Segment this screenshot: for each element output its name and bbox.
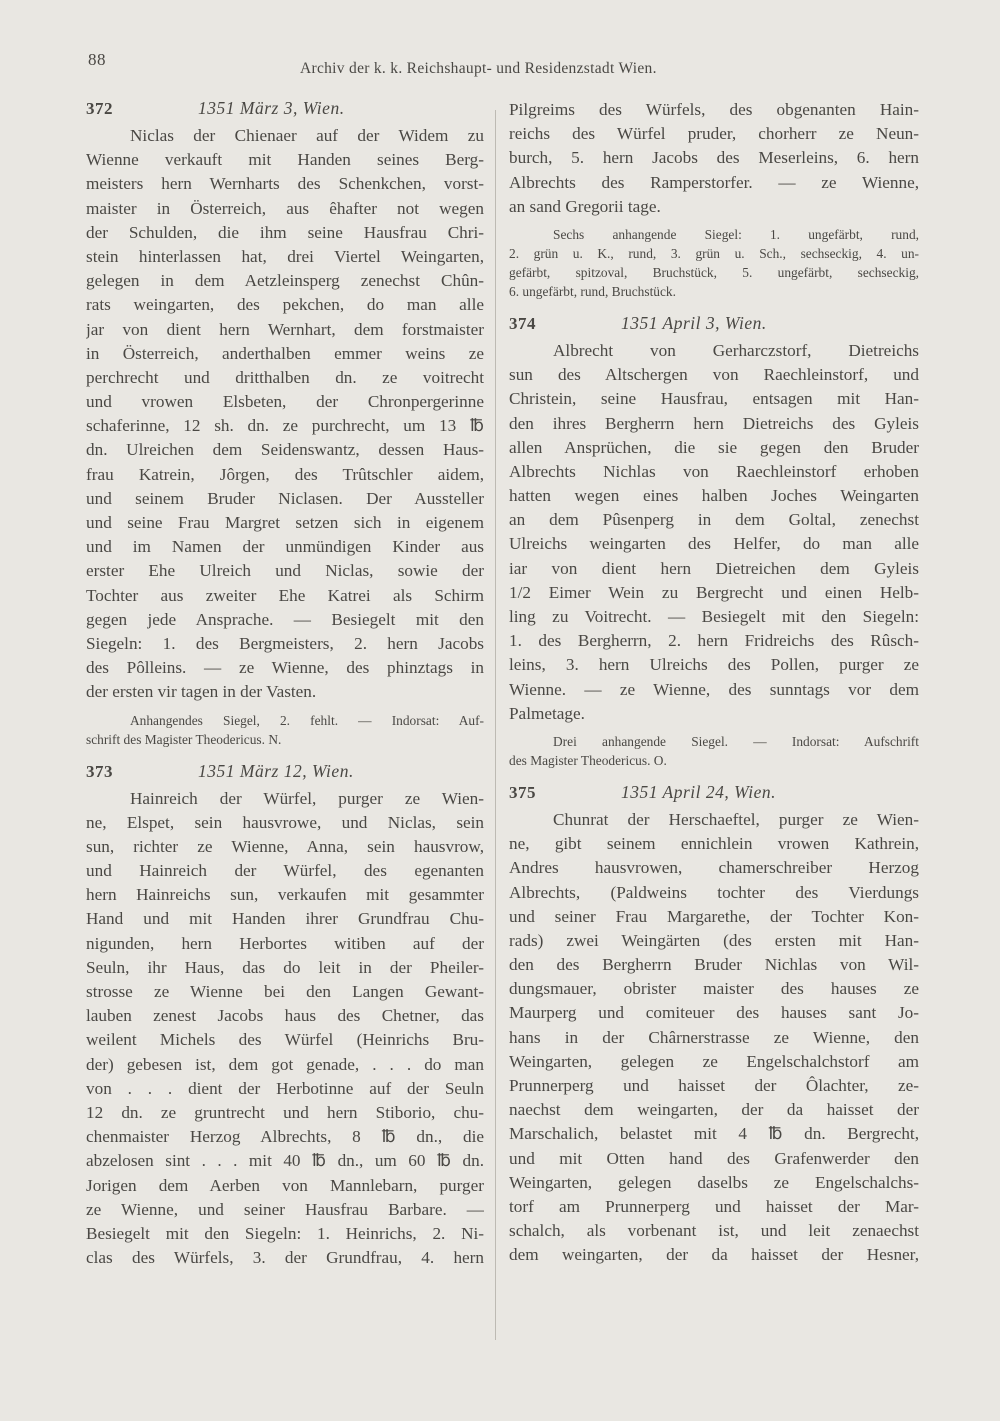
text-line: dungsmauer, obrister maister des hauses ze <box>509 979 919 999</box>
entry-heading <box>509 311 919 337</box>
note-line: Drei anhangende Siegel. — Indorsat: Aufschrift <box>553 733 919 749</box>
entry-heading <box>86 96 484 122</box>
text-line: abzelosen sint . . . mit 40 ℔ dn., um 60 ℔ dn. <box>86 1151 484 1171</box>
text-line: Wienne. — ze Wienne, des sunntags vor dem <box>509 679 919 699</box>
text-line: der ersten vir tagen in der Vasten. <box>86 682 317 702</box>
entry-number: 374 <box>509 313 536 333</box>
text-line: schaferinne, 12 sh. dn. ze purchrecht, um 13 ℔ <box>86 416 484 436</box>
text-line: und mit Otten hand des Grafenwerder den <box>509 1148 919 1168</box>
entry-number: 372 <box>86 99 113 118</box>
text-line: erster Ehe Ulreich und Niclas, sowie der <box>86 561 484 581</box>
text-line: Palmetage. <box>509 703 585 723</box>
text-line: jar von dient hern Wernhart, dem forstmaister <box>86 319 484 339</box>
text-line: naechst dem weingarten, der da haisset der <box>509 1100 919 1120</box>
text-line: 12 dn. ze gruntrecht und hern Stiborio, chu- <box>86 1102 484 1122</box>
column-divider <box>495 110 496 1340</box>
text-line: Niclas der Chienaer auf der Widem zu <box>130 126 484 145</box>
text-line: dn. Ulreichen dem Seidenswantz, dessen Haus- <box>86 440 484 460</box>
text-line: nigunden, hern Herbortes witiben auf der <box>86 933 484 953</box>
text-line: und Hainreich der Würfel, des egenanten <box>86 861 484 881</box>
text-line: rats weingarten, des pekchen, do man alle <box>86 295 484 315</box>
text-line: leins, 3. hern Ulreichs des Pollen, purger ze <box>509 655 919 675</box>
text-line: der) gebesen ist, dem got genade, . . . do man <box>86 1054 484 1074</box>
text-line: Maurperg und comiteuer des hauses sant Jo- <box>509 1003 919 1023</box>
text-line: und seinem Bruder Niclasen. Der Aussteller <box>86 488 484 508</box>
text-line: perchrecht und dritthalben dn. ze voitrecht <box>86 367 484 387</box>
seal-note <box>86 711 484 749</box>
entry-date: 1351 März 3, Wien. <box>198 98 345 118</box>
entry-number: 375 <box>509 782 536 802</box>
text-line: dem weingarten, der da haisset der Hesner, <box>509 1245 919 1265</box>
text-line: Wienne verkauft mit Handen seines Berg- <box>86 150 484 170</box>
text-line: Jorigen dem Aerben von Mannlebarn, purger <box>86 1175 484 1195</box>
note-line: 2. grün u. K., rund, 3. grün u. Sch., sechseckig, 4. un- <box>509 245 919 261</box>
text-line: gelegen in dem Aetzleinsperg zenechst Chûn- <box>86 271 484 291</box>
text-line: Besiegelt mit den Siegeln: 1. Heinrichs, 2. Ni- <box>86 1223 484 1243</box>
text-line: und seine Frau Margret setzen sich in eigenem <box>86 513 484 532</box>
text-line: burch, 5. hern Jacobs des Meserleins, 6. hern <box>509 148 919 168</box>
text-line: strosse ze Wienne bei den Langen Gewant- <box>86 982 484 1001</box>
text-line: ze Wienne, und seiner Hausfrau Barbare. — <box>86 1199 484 1219</box>
text-line: 1. des Bergherrn, 2. hern Fridreichs des Rûsch- <box>509 631 919 651</box>
text-line: Siegeln: 1. des Bergmeisters, 2. hern Jacobs <box>86 633 484 653</box>
text-line: torf am Prunnerperg und haisset der Mar- <box>509 1196 919 1216</box>
text-line: chenmaister Herzog Albrechts, 8 ℔ dn., die <box>86 1127 484 1147</box>
text-line: reichs des Würfel pruder, chorherr ze Neun- <box>509 124 919 144</box>
text-line: des Pôlleins. — ze Wienne, des phinztags in <box>86 658 484 678</box>
right-column <box>509 98 919 1268</box>
text-line: gegen jede Ansprache. — Besiegelt mit den <box>86 609 484 629</box>
text-line: Weingarten, gelegen daselbs ze Engelschalchs- <box>509 1172 919 1192</box>
text-line: meisters hern Wernharts des Schenkchen, vorst- <box>86 174 484 194</box>
text-line: Albrechts Nichlas von Raechleinstorf erhoben <box>509 461 919 481</box>
text-line: allen Ansprüchen, die sie gegen den Bruder <box>509 437 919 457</box>
text-line: Albrechts des Ramperstorfer. — ze Wienne, <box>509 172 919 192</box>
text-line: und vrowen Elsbeten, der Chronpergerinne <box>86 392 484 412</box>
note-line: Sechs anhangende Siegel: 1. ungefärbt, rund, <box>553 226 919 242</box>
page-number: 88 <box>88 50 106 69</box>
text-line: rads) zwei Weingärten (des ersten mit Han- <box>509 930 919 950</box>
text-line: Pilgreims des Würfels, des obgenanten Hain- <box>509 100 919 119</box>
text-line: Chunrat der Herschaeftel, purger ze Wien- <box>553 809 919 829</box>
text-line: Hand und mit Handen ihrer Grundfrau Chu- <box>86 909 484 929</box>
note-line: Anhangendes Siegel, 2. fehlt. — Indorsat: Auf- <box>130 712 484 728</box>
text-line: an sand Gregorii tage. <box>509 196 661 216</box>
text-line: iar von dient hern Dietreichen dem Gyleis <box>509 558 919 578</box>
text-line: Albrecht von Gerharczstorf, Dietreichs <box>553 340 919 360</box>
entry-heading <box>509 780 919 806</box>
text-line: hern Hainreichs sun, verkaufen mit gesammter <box>86 885 484 905</box>
text-line: weilent Michels des Würfel (Heinrichs Bru- <box>86 1030 484 1050</box>
text-line: Ulreichs weingarten des Helfer, do man alle <box>509 534 919 554</box>
text-line: in Österreich, anderthalben emmer weins ze <box>86 343 484 363</box>
text-line: ling zu Voitrecht. — Besiegelt mit den Siegeln: <box>509 607 919 626</box>
seal-note <box>509 225 919 301</box>
text-line: und seiner Frau Margarethe, der Tochter Kon- <box>509 906 919 926</box>
entry-date: 1351 April 3, Wien. <box>621 312 767 333</box>
note-line: des Magister Theodericus. O. <box>509 752 667 768</box>
text-line: Hainreich der Würfel, purger ze Wien- <box>130 788 484 808</box>
text-line: maister in Österreich, aus êhafter not wegen <box>86 198 484 218</box>
text-line: lauben zenest Jacobs haus des Chetner, das <box>86 1006 484 1026</box>
text-line: Albrechts, (Paldweins tochter des Vierdungs <box>509 882 919 902</box>
text-line: Seuln, ihr Haus, das do leit in der Pheiler- <box>86 957 484 977</box>
text-line: Andres hausvrowen, chamerschreiber Herzog <box>509 858 919 878</box>
text-line: ne, gibt seinem ennichlein vrowen Kathrein, <box>509 834 919 854</box>
text-line: der Schulden, die ihm seine Hausfrau Chri- <box>86 222 484 242</box>
text-line: und im Namen der unmündigen Kinder aus <box>86 537 484 557</box>
text-line: den des Bergherrn Bruder Nichlas von Wil- <box>509 955 919 975</box>
entry-date: 1351 März 12, Wien. <box>198 760 354 781</box>
text-line: sun, richter ze Wienne, Anna, sein hausvrow, <box>86 836 484 856</box>
text-line: ne, Elspet, sein hausvrowe, und Niclas, sein <box>86 812 484 832</box>
entry-number: 373 <box>86 761 113 781</box>
text-line: Tochter aus zweiter Ehe Katrei als Schirm <box>86 585 484 605</box>
note-line: gefärbt, spitzoval, Bruchstück, 5. ungefärbt, sechseckig, <box>509 264 919 280</box>
text-line: Marschalich, belastet mit 4 ℔ dn. Bergrecht, <box>509 1124 919 1144</box>
seal-note <box>509 732 919 770</box>
running-title: Archiv der k. k. Reichshaupt- und Residenzstadt Wien. <box>300 60 657 77</box>
entry-heading <box>86 759 484 785</box>
text-line: Prunnerperg und haisset der Ôlachter, ze- <box>509 1076 919 1095</box>
text-line: 1/2 Eimer Wein zu Bergrecht und einen Helb- <box>509 582 919 602</box>
text-line: hatten wegen eines halben Joches Weingarten <box>509 486 919 506</box>
text-line: schalch, als vorbenant ist, und leit zenaechst <box>509 1221 919 1241</box>
text-line: hans in der Chârnerstrasse ze Wienne, den <box>509 1027 919 1047</box>
text-line: an dem Pûsenperg in dem Goltal, zenechst <box>509 510 919 530</box>
text-line: Weingarten, gelegen ze Engelschalchstorf am <box>509 1051 919 1071</box>
text-line: stein hinterlassen hat, drei Viertel Weingarten, <box>86 246 484 266</box>
entry-date: 1351 April 24, Wien. <box>621 781 777 802</box>
note-line: 6. ungefärbt, rund, Bruchstück. <box>509 283 676 299</box>
text-line: clas des Würfels, 3. der Grundfrau, 4. hern <box>86 1248 484 1268</box>
note-line: schrift des Magister Theodericus. N. <box>86 731 282 747</box>
text-line: frau Katrein, Jôrgen, des Trûtschler aidem, <box>86 464 484 484</box>
text-line: sun des Altschergen von Raechleinstorf, und <box>509 365 919 385</box>
text-line: den ihres Bergherrn hern Dietreichs des Gyleis <box>509 413 919 433</box>
left-column <box>86 96 484 1270</box>
text-line: von . . . dient der Herbotinne auf der Seuln <box>86 1078 484 1098</box>
text-line: Christein, seine Hausfrau, entsagen mit Han- <box>509 389 919 409</box>
